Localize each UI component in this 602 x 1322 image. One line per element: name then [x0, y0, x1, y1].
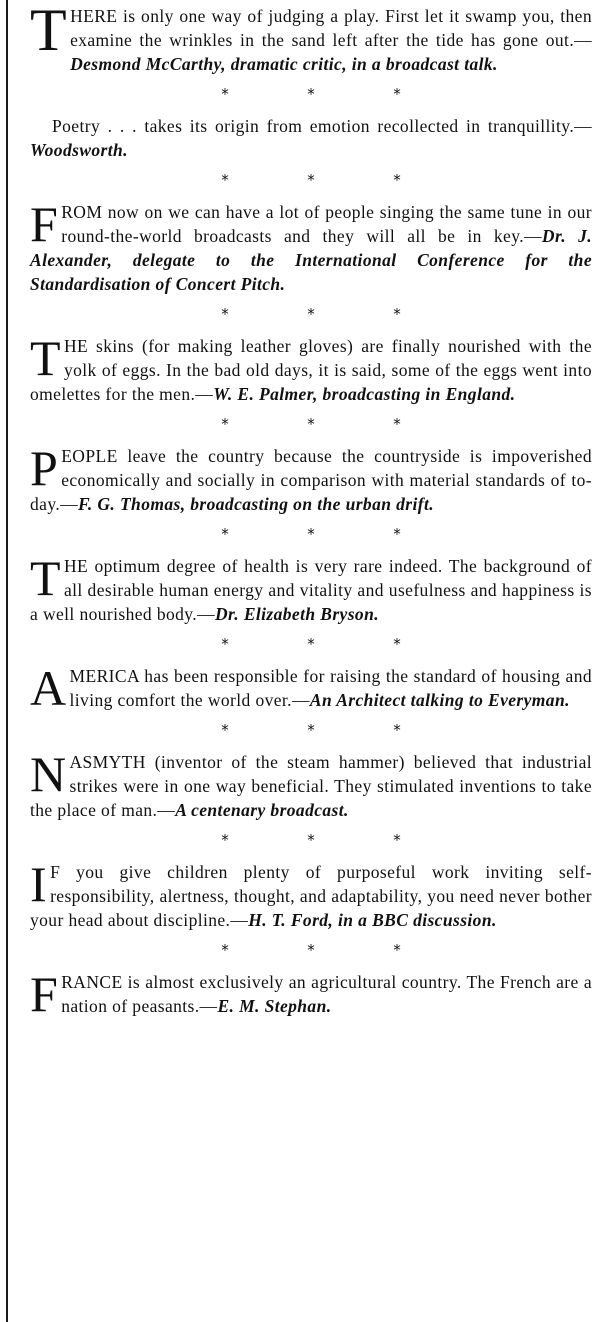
quote-10 [30, 966, 592, 1022]
quote-3 [30, 196, 592, 296]
quote-9 [30, 856, 592, 932]
quote-attribution: W. E. Palmer, broadcasting in England. [213, 384, 516, 404]
drop-cap: P [30, 440, 59, 496]
quote-text: MERICA has been responsible for raising the standard of housing and living comfort the world over.— [69, 666, 592, 710]
quote-1 [30, 0, 592, 76]
quote-text: F you give children plenty of purposeful work inviting self-responsibility, alertness, thought, and adaptability, you need never bother your head about discipline.— [30, 862, 592, 930]
quote-text: EOPLE leave the country because the countryside is impoverished economically and socially in comparison with material standards of to-day.— [30, 446, 592, 514]
quote-4 [30, 330, 592, 406]
quote-attribution: F. G. Thomas, broadcasting on the urban drift. [78, 494, 435, 514]
quotes-column [30, 0, 592, 1022]
quote-attribution: Dr. Elizabeth Bryson. [214, 604, 379, 624]
quote-text: HE skins (for making leather gloves) are finally nourished with the yolk of eggs. In the bad old days, it is said, some of the eggs went into omelettes for the men.— [30, 336, 592, 404]
quote-attribution: Dr. J. Alexander, delegate to the International Conference for the Standardisation of Concert Pitch. [30, 226, 592, 294]
quote-attribution: H. T. Ford, in a BBC discussion. [248, 910, 497, 930]
quote-text: RANCE is almost exclusively an agricultural country. The French are a nation of peasants.— [61, 972, 592, 1016]
separator-stars: * * * [221, 721, 401, 739]
quote-text: HERE is only one way of judging a play. First let it swamp you, then examine the wrinkles in the sand left after the tide has gone out.— [70, 6, 592, 50]
quote-5 [30, 440, 592, 516]
quote-text: ROM now on we can have a lot of people singing the same tune in our round-the-world broadcasts and they will all be in key.— [61, 202, 592, 246]
separator-stars: * * * [221, 831, 401, 849]
drop-cap: T [30, 330, 61, 386]
quote-8 [30, 746, 592, 822]
quote-text: HE optimum degree of health is very rare indeed. The background of all desirable human energy and vitality and usefulness and happiness is a well nourished body.— [30, 556, 592, 624]
separator-stars: * * * [221, 415, 401, 433]
separator-stars: * * * [221, 525, 401, 543]
drop-cap: T [30, 0, 68, 63]
quote-attribution: E. M. Stephan. [217, 996, 332, 1016]
drop-cap: F [30, 966, 59, 1022]
drop-cap: A [30, 660, 67, 716]
separator-stars: * * * [221, 941, 401, 959]
separator-stars: * * * [221, 85, 401, 103]
quote-7 [30, 660, 592, 716]
quote-2 [30, 114, 592, 162]
column-rule [6, 0, 8, 1322]
quote-attribution: Desmond McCarthy, dramatic critic, in a broadcast talk. [70, 54, 498, 74]
quote-6 [30, 550, 592, 626]
separator-stars: * * * [221, 171, 401, 189]
quote-attribution: A centenary broadcast. [175, 800, 349, 820]
drop-cap: T [30, 550, 61, 606]
quote-text: Poetry . . . takes its origin from emotion recollected in tranquillity.— [52, 116, 592, 136]
separator-stars: * * * [221, 305, 401, 323]
drop-cap: F [30, 196, 59, 252]
quote-text: ASMYTH (inventor of the steam hammer) believed that industrial strikes were in one way beneficial. They stimulated inventions to take the place of man.— [30, 752, 592, 820]
drop-cap: I [30, 856, 48, 912]
quote-attribution: Woodsworth. [30, 140, 128, 160]
drop-cap: N [30, 746, 67, 802]
quote-attribution: An Architect talking to Everyman. [309, 690, 570, 710]
separator-stars: * * * [221, 635, 401, 653]
